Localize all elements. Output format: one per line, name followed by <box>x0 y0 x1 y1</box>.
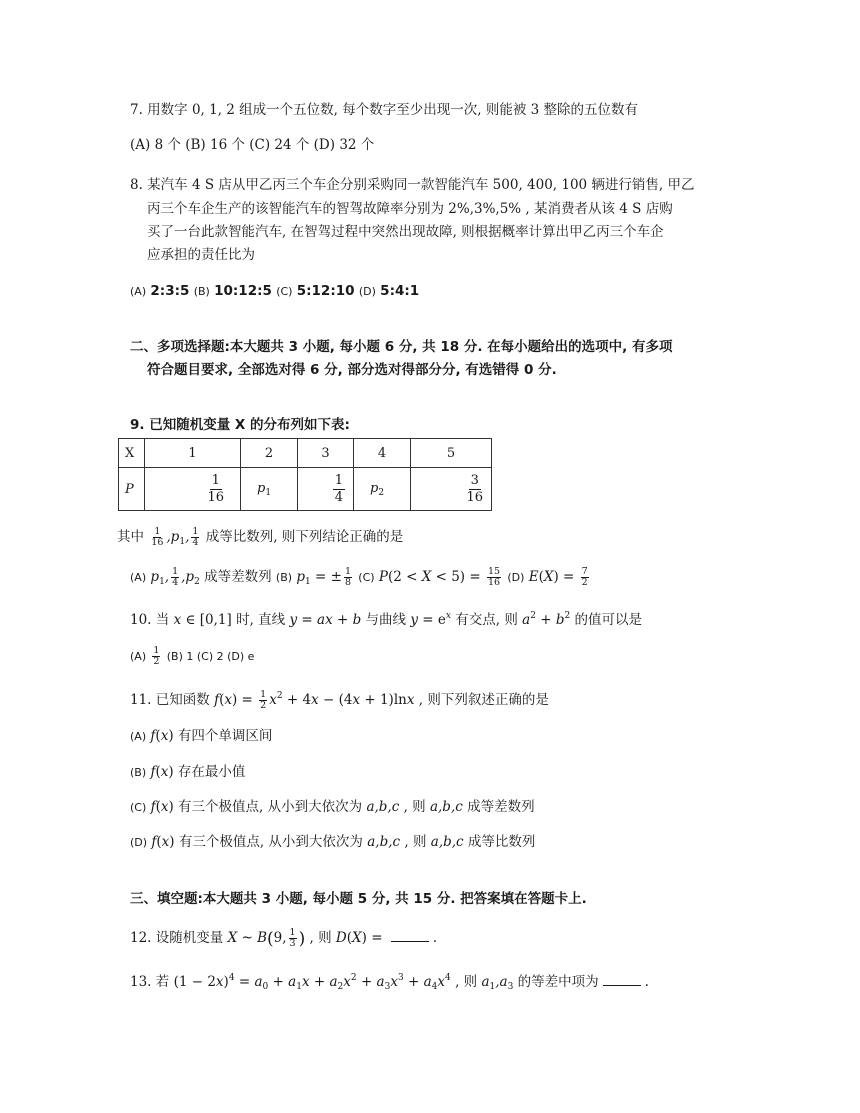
table-cell-3: $\frac{1}{4}$ <box>298 468 354 511</box>
q13-answer-blank[interactable] <box>603 985 641 986</box>
q9-options: (A) $p_1$, $\frac{1}{4}$ $,p_2$ 成等差数列 (B) $p_1$ = ± $\frac{1}{8}$ (C) P(2 < X < 5) = $\frac{15}{16}$ (D) E(X) = $\frac{7}{2}$ <box>130 566 588 588</box>
table-cell-1: $\frac{1}{16}$ <box>145 468 241 511</box>
q8-option-b-label: (B) <box>193 285 210 298</box>
q11-option-d: (D) f(x) 有三个极值点, 从小到大依次为 a,b,c , 则 a,b,c 成等比数列 <box>130 834 536 850</box>
table-cell-4: $p_2$ <box>354 468 411 511</box>
q11-option-c: (C) f(x) 有三个极值点, 从小到大依次为 a,b,c , 则 a,b,c 成等差数列 <box>130 799 535 815</box>
section-3-heading: 三、填空题:本大题共 3 小题, 每小题 5 分, 共 15 分. 把答案填在答题卡上. <box>130 891 587 907</box>
distribution-table <box>118 438 492 511</box>
q8-option-c: 5:12:10 <box>296 283 355 299</box>
table-cell-5: $\frac{3}{16}$ <box>411 468 492 511</box>
q8-options <box>130 281 419 302</box>
q8-option-a-label: (A) <box>130 285 147 298</box>
section-2-heading-line-1: 二、多项选择题:本大题共 3 小题, 每小题 6 分, 共 18 分. 在每小题给出的选项中, 有多项 <box>130 339 673 355</box>
q7-stem: 7. 用数字 0, 1, 2 组成一个五位数, 每个数字至少出现一次, 则能被 3 整除的五位数有 <box>130 102 639 118</box>
q10-options: (A) $\frac{1}{2}$ (B) 1 (C) 2 (D) e <box>130 645 255 667</box>
table-cell-2: $p_1$ <box>241 468 298 511</box>
q8-option-d-label: (D) <box>358 285 376 298</box>
q8-option-b: 10:12:5 <box>214 283 272 299</box>
table-row-label-p: P <box>119 468 145 511</box>
q8-line-1: 8. 某汽车 4 S 店从甲乙丙三个车企分别采购同一款智能汽车 500, 400, 100 辆进行销售, 甲乙 <box>130 177 695 193</box>
q10-stem: 10. 当 x ∈ [0,1] 时, 直线 y = ax + b 与曲线 $y = e^x$ 有交点, 则 $a^2 + b^2$ 的值可以是 <box>130 611 643 628</box>
q8-option-d: 5:4:1 <box>380 283 420 299</box>
table-header-2: 2 <box>241 439 298 468</box>
table-header-1: 1 <box>145 439 241 468</box>
table-header-x: X <box>119 439 145 468</box>
q13-stem: 13. 若 $(1 - 2x)^4 = a_0 + a_1x + a_2x^2 + a_3x^3 + a_4x^4$ , 则 $a_1,a_3$ 的等差中项为 . <box>130 973 649 992</box>
q11-option-a: (A) f(x) 有四个单调区间 <box>130 728 273 744</box>
table-header-5: 5 <box>411 439 492 468</box>
table-header-3: 3 <box>298 439 354 468</box>
q8-line-3: 买了一台此款智能汽车, 在智驾过程中突然出现故障, 则根据概率计算出甲乙丙三个车企 <box>147 224 664 240</box>
q8-line-4: 应承担的责任比为 <box>147 247 255 263</box>
q7-options: (A) 8 个 (B) 16 个 (C) 24 个 (D) 32 个 <box>130 137 375 153</box>
q11-option-b: (B) f(x) 存在最小值 <box>130 764 246 780</box>
q9-condition: 其中 $\frac{1}{16}$ $,p_1$, $\frac{1}{4}$ 成等比数列, 则下列结论正确的是 <box>117 526 404 548</box>
section-2-heading-line-2: 符合题目要求, 全部选对得 6 分, 部分选对得部分分, 有选错得 0 分. <box>147 362 557 378</box>
q11-stem: 11. 已知函数 f(x) = $\frac{1}{2}$ $x^2 + 4x - (4x + 1)\ln x$ , 则下列叙述正确的是 <box>130 689 549 711</box>
q8-line-2: 丙三个车企生产的该智能汽车的智驾故障率分别为 2%,3%,5% , 某消费者从该 4 S 店购 <box>147 201 673 217</box>
q8-option-c-label: (C) <box>276 285 293 298</box>
q12-answer-blank[interactable] <box>391 941 429 942</box>
table-header-4: 4 <box>354 439 411 468</box>
q9-stem: 9. 已知随机变量 X 的分布列如下表: <box>130 417 350 433</box>
q8-option-a: 2:3:5 <box>150 283 190 299</box>
q12-stem: 12. 设随机变量 X ~ B(9, $\frac{1}{3}$ ) , 则 D(X) = . <box>130 927 438 949</box>
